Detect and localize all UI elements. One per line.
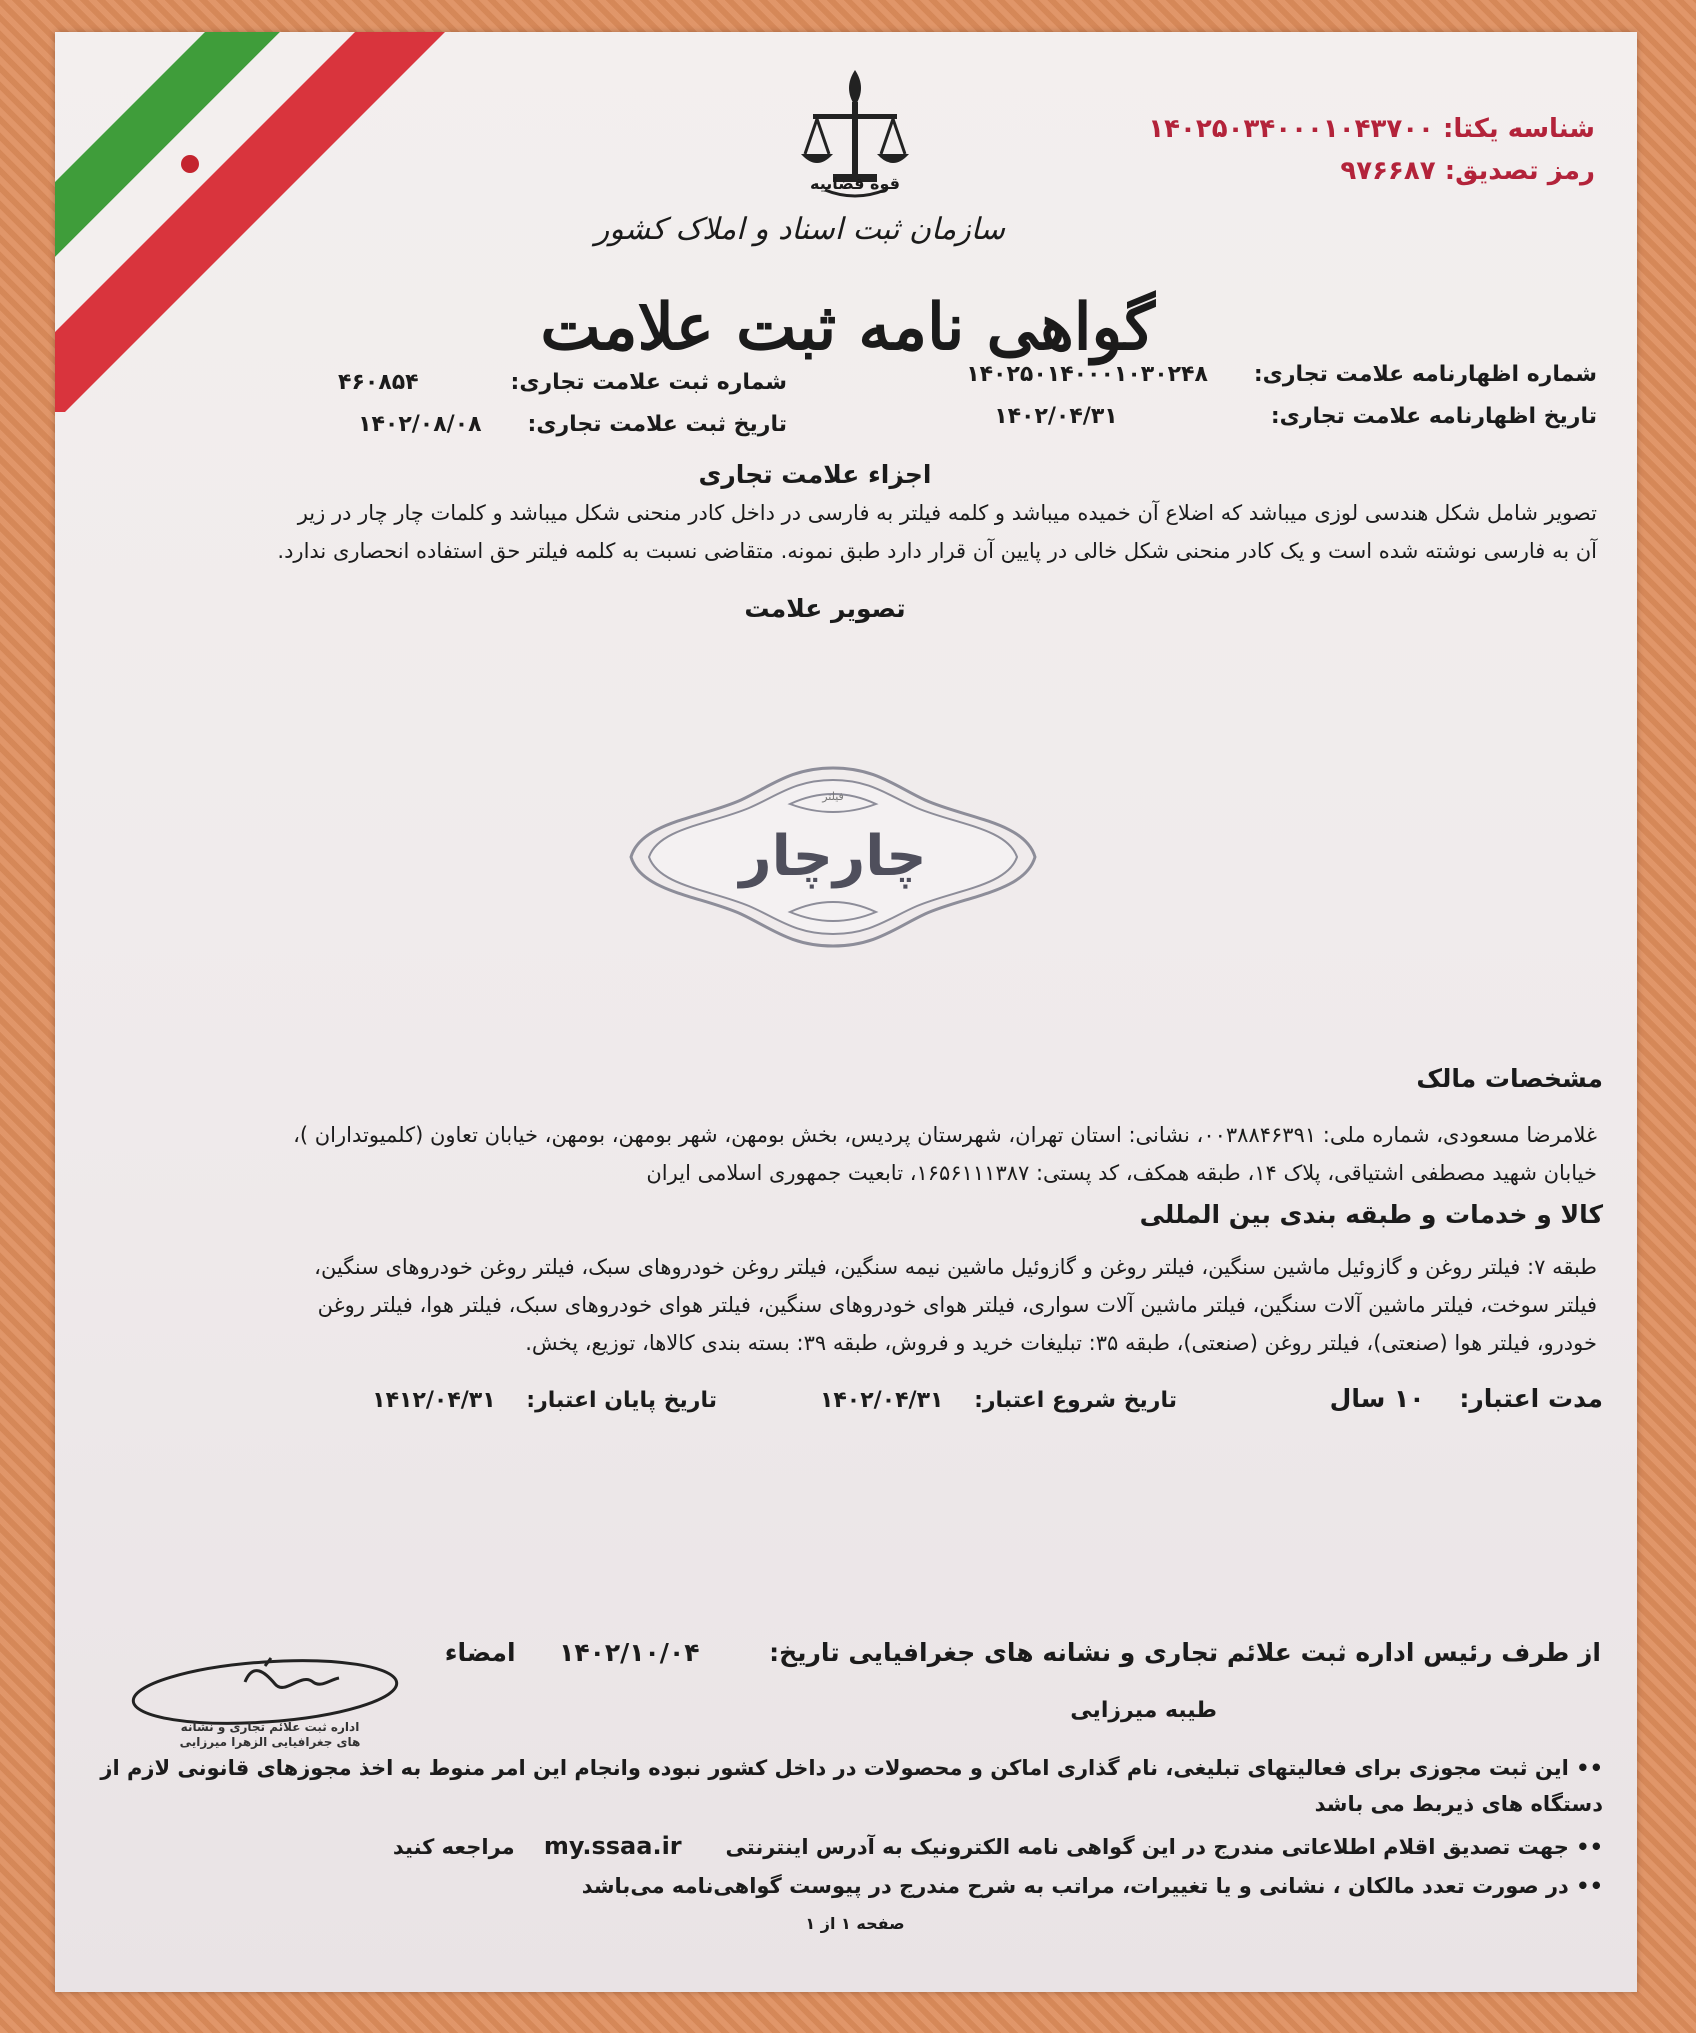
iran-flag-ribbon (55, 32, 475, 412)
sign-label: امضاء (444, 1638, 516, 1667)
confirm-code (1340, 156, 1595, 186)
validity-end-label: تاریخ پایان اعتبار: (526, 1388, 717, 1413)
logo-main-text: چارچار (739, 824, 927, 889)
components-description (97, 494, 1597, 570)
goods-line2: فیلتر سوخت، فیلتر ماشین آلات سنگین، فیلتر ماشین آلات سواری، فیلتر هوای خودروهای سنگین، فیلتر هوای خودروهای سبک، فیلتر هوا، فیلتر روغن (317, 1293, 1597, 1317)
components-description-line2: آن به فارسی نوشته شده است و یک کادر منحنی شکل خالی در پایین آن قرار دارد طبق نمونه. متقاضی نسبت به کلمه فیلتر حق استفاده انحصاری ندارد. (277, 539, 1597, 563)
logo-small-text: فیلتر (822, 790, 844, 803)
registration-number-value: ۴۶۰۸۵۴ (338, 370, 419, 395)
note-2-suffix: مراجعه کنید (392, 1835, 515, 1859)
mark-image-heading: تصویر علامت (744, 594, 906, 623)
validity-start (820, 1388, 1177, 1413)
confirm-code-label: رمز تصدیق: (1444, 156, 1595, 186)
unique-id (1148, 114, 1595, 144)
validity-duration (1330, 1384, 1603, 1413)
office-stamp-text: اداره ثبت علائم تجاری و نشانه های جغرافیایی الزهرا میرزایی (179, 1720, 361, 1749)
declaration-date (994, 404, 1597, 429)
declaration-date-label: تاریخ اظهارنامه علامت تجاری: (1270, 404, 1597, 429)
signatory-name: طیبه میرزایی (1070, 1698, 1217, 1723)
confirm-code-value: ۹۷۶۶۸۷ (1340, 156, 1436, 186)
declaration-date-value: ۱۴۰۲/۰۴/۳۱ (994, 404, 1118, 429)
validity-duration-label: مدت اعتبار: (1459, 1384, 1603, 1413)
organization-name: سازمان ثبت اسناد و املاک کشور (594, 212, 1005, 247)
unique-id-label: شناسه یکتا: (1443, 114, 1595, 144)
validity-end (372, 1388, 717, 1413)
issuer-line (445, 1638, 1601, 1667)
validity-start-value: ۱۴۰۲/۰۴/۳۱ (819, 1388, 944, 1413)
registration-date-label: تاریخ ثبت علامت تجاری: (527, 412, 787, 437)
unique-id-value: ۱۴۰۲۵۰۳۴۰۰۰۱۰۴۳۷۰۰ (1148, 114, 1434, 144)
owner-heading: مشخصات مالک (1416, 1064, 1603, 1093)
note-1-line1: •• این ثبت مجوزی برای فعالیتهای تبلیغی، نام گذاری اماکن و محصولات در داخل کشور نبوده وانجام این امر منوط به اخذ مجوزهای قانونی لازم از (100, 1756, 1603, 1780)
goods-line3: خودرو، فیلتر هوا (صنعتی)، فیلتر روغن (صنعتی)، طبقه ۳۵: تبلیغات خرید و فروش، طبقه ۳۹: بسته بندی کالاها، توزیع، پخش. (525, 1331, 1597, 1355)
declaration-number-value: ۱۴۰۲۵۰۱۴۰۰۰۱۰۳۰۲۴۸ (966, 362, 1208, 387)
note-2-prefix: •• جهت تصدیق اقلام اطلاعاتی مندرج در این گواهی نامه الکترونیک به آدرس اینترنتی (725, 1835, 1603, 1859)
declaration-number-label: شماره اظهارنامه علامت تجاری: (1253, 362, 1597, 387)
issue-date: ۱۴۰۲/۱۰/۰۴ (559, 1638, 700, 1667)
owner-line2: خیابان شهید مصطفی اشتیاقی، پلاک ۱۴، طبقه همکف، کد پستی: ۱۶۵۶۱۱۱۳۸۷، تابعیت جمهوری اسلامی ایران (646, 1161, 1597, 1185)
owner-details (97, 1116, 1597, 1192)
signature-image (125, 1642, 405, 1772)
goods-heading: کالا و خدمات و طبقه بندی بین المللی (1139, 1200, 1603, 1229)
note-3: •• در صورت تعدد مالکان ، نشانی و یا تغییرات، مراتب به شرح مندرج در پیوست گواهی‌نامه می‌باشد (581, 1874, 1603, 1898)
validity-duration-value: ۱۰ سال (1329, 1384, 1425, 1413)
note-1-line2: دستگاه های ذیربط می باشد (1314, 1792, 1603, 1816)
note-2 (393, 1832, 1603, 1860)
components-description-line1: تصویر شامل شکل هندسی لوزی میباشد که اضلاع آن خمیده میباشد و کلمه فیلتر به فارسی در داخل کادر منحنی شکل میباشد و کلمات چار چار در زیر (297, 501, 1597, 525)
registration-number-label: شماره ثبت علامت تجاری: (510, 370, 787, 395)
registration-date-value: ۱۴۰۲/۰۸/۰۸ (358, 412, 482, 437)
owner-line1: غلامرضا مسعودی، شماره ملی: ۰۰۳۸۸۴۶۳۹۱، نشانی: استان تهران، شهرستان پردیس، بخش بومهن، شهر بومهن، بومهن، خیابان تعاون (کلمیوتداران )، (293, 1123, 1597, 1147)
components-heading: اجزاء علامت تجاری (698, 460, 932, 489)
validity-start-label: تاریخ شروع اعتبار: (974, 1388, 1177, 1413)
certificate-title: گواهی نامه ثبت علامت (540, 290, 1155, 365)
declaration-number (966, 362, 1597, 387)
registration-number (338, 370, 787, 395)
certificate-sheet (55, 32, 1637, 1992)
validity-end-value: ۱۴۱۲/۰۴/۳۱ (372, 1388, 496, 1413)
issuer-label: از طرف رئیس اداره ثبت علائم تجاری و نشانه های جغرافیایی تاریخ: (769, 1638, 1601, 1667)
registration-date (358, 412, 787, 437)
page-number: صفحه ۱ از ۱ (805, 1914, 905, 1933)
trademark-logo (625, 762, 1041, 952)
goods-line1: طبقه ۷: فیلتر روغن و گازوئیل ماشین سنگین، فیلتر روغن و گازوئیل ماشین نیمه سنگین، فیلتر روغن خودروهای سبک، فیلتر روغن خودروهای سنگین، (314, 1255, 1597, 1279)
goods-details (77, 1248, 1597, 1362)
verification-url[interactable]: my.ssaa.ir (543, 1832, 682, 1860)
judiciary-label: قوه قضاییه (809, 174, 900, 193)
